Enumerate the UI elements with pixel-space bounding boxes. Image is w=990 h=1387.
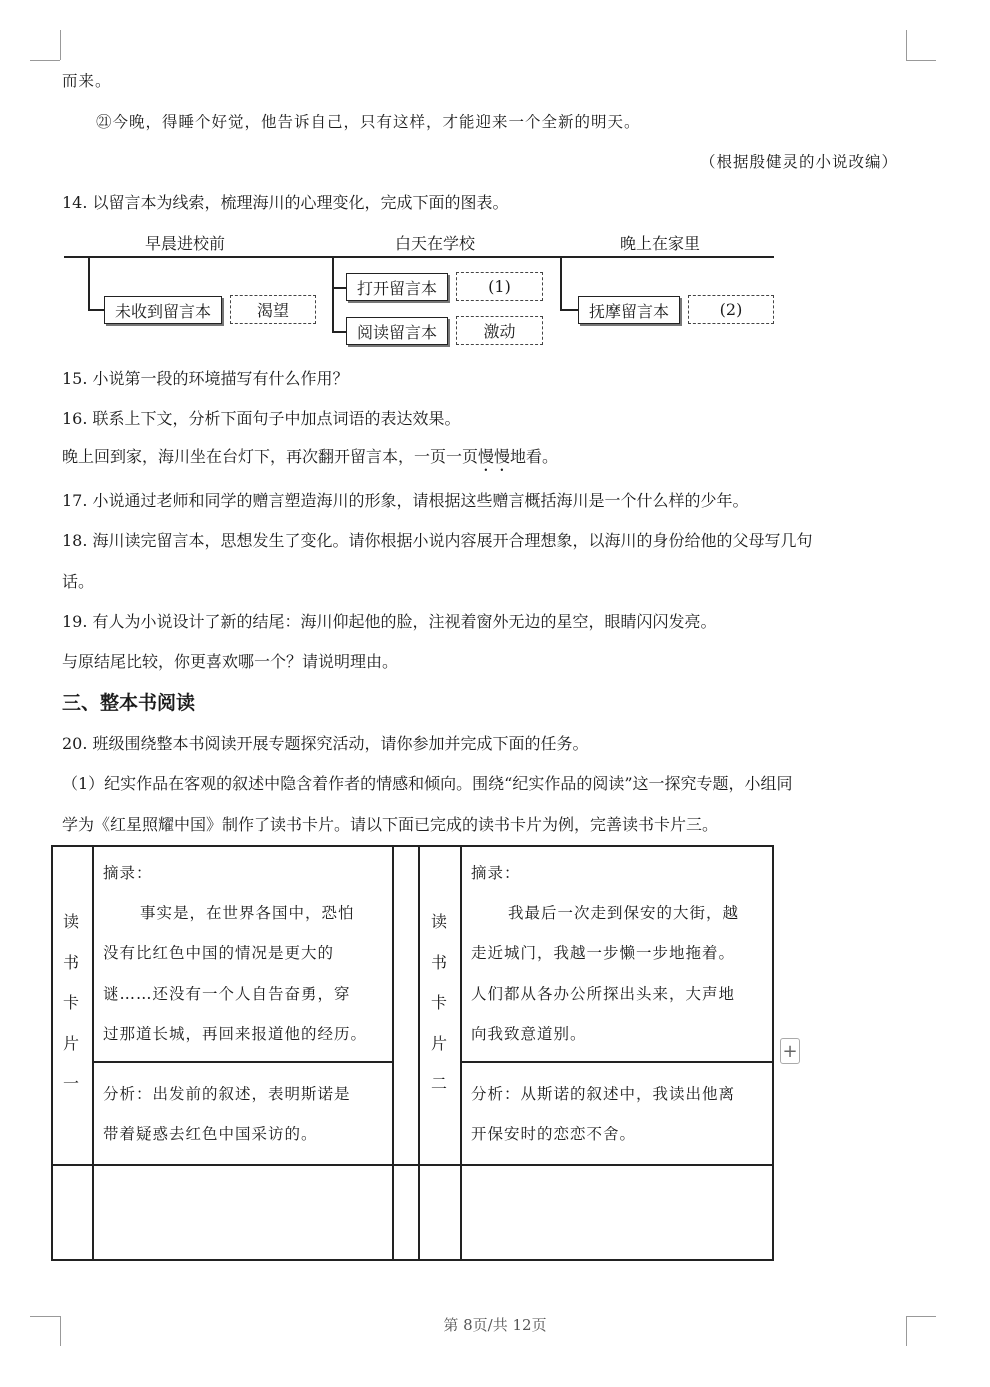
- story-line: 而来。: [62, 72, 112, 90]
- source-note: （根据殷健灵的小说改编）: [699, 153, 898, 171]
- box-stroke-book: 抚摩留言本: [578, 296, 680, 324]
- card-1-excerpt-title: 摘录：: [103, 864, 153, 882]
- crop-mark: [60, 30, 61, 60]
- branch-line: [88, 256, 90, 310]
- feeling-longing: 渴望: [230, 295, 316, 324]
- branch-line: [332, 287, 346, 289]
- crop-mark: [30, 60, 60, 61]
- box-not-received: 未收到留言本: [104, 296, 222, 324]
- card-4-excerpt-cell[interactable]: [462, 1166, 772, 1259]
- crop-mark: [906, 60, 936, 61]
- question-14: 14. 以留言本为线索，梳理海川的心理变化，完成下面的图表。: [62, 193, 509, 212]
- question-19-cont: 与原结尾比较，你更喜欢哪一个？请说明理由。: [62, 652, 399, 671]
- crop-mark: [906, 30, 907, 60]
- card-1-excerpt-line: 没有比红色中国的情况是更大的: [103, 944, 335, 962]
- question-19: 19. 有人为小说设计了新的结尾：海川仰起他的脸，注视着窗外无边的星空，眼睛闪闪发亮。: [62, 612, 717, 631]
- card-2-excerpt-title: 摘录：: [471, 864, 521, 882]
- blank-answer-2: (2): [688, 295, 774, 324]
- question-18-cont: 话。: [62, 572, 95, 591]
- stage-daytime: 白天在学校: [394, 234, 475, 253]
- card-3-excerpt-cell[interactable]: [94, 1166, 392, 1259]
- card-1-excerpt-line: 事实是，在世界各国中，恐怕: [140, 904, 355, 922]
- box-read-book: 阅读留言本: [346, 317, 448, 345]
- branch-line: [560, 309, 578, 311]
- card-2-excerpt-line: 走近城门，我越一步懒一步地拖着。: [471, 944, 736, 962]
- stage-evening: 晚上在家里: [619, 234, 700, 253]
- question-20-part1: （1）纪实作品在客观的叙述中隐含着作者的情感和倾向。围绕“纪实作品的阅读”这一探究专题，小组同: [62, 774, 793, 793]
- card-1-label: 读 书 卡 片 一: [62, 912, 79, 1093]
- question-20-part1-cont: 学为《红星照耀中国》制作了读书卡片。请以下面已完成的读书卡片为例，完善读书卡片三。: [62, 815, 719, 834]
- branch-line: [332, 331, 346, 333]
- card-4-label-cell[interactable]: [420, 1166, 460, 1259]
- blank-answer-1: (1): [456, 272, 543, 301]
- question-16: 16. 联系上下文，分析下面句子中加点词语的表达效果。: [62, 409, 461, 428]
- card-2-excerpt-line: 人们都从各办公所探出头来，大声地: [471, 985, 736, 1003]
- card-2-excerpt-line: 向我致意道别。: [471, 1025, 587, 1043]
- card-1-excerpt-line: 谜……还没有一个人自告奋勇，穿: [103, 985, 351, 1003]
- branch-line: [560, 256, 562, 310]
- card-1-analysis-line: 带着疑惑去红色中国采访的。: [103, 1125, 318, 1143]
- card-2-analysis-line: 开保安时的恋恋不舍。: [471, 1125, 637, 1143]
- section-heading: 三、整本书阅读: [62, 692, 196, 714]
- sentence-text: 晚上回到家，海川坐在台灯下，再次翻开留言本，一页一页: [62, 447, 479, 466]
- card-2-analysis-line: 分析：从斯诺的叙述中，我读出他离: [471, 1085, 736, 1103]
- card-1-analysis-line: 分析：出发前的叙述，表明斯诺是: [103, 1085, 351, 1103]
- card-2-excerpt-line: 我最后一次走到保安的大街，越: [508, 904, 740, 922]
- dotted-word: 慢慢: [478, 447, 511, 466]
- feeling-excited: 激动: [456, 316, 543, 345]
- stage-morning: 早晨进校前: [144, 234, 225, 253]
- branch-line: [332, 256, 334, 332]
- card-2-label: 读 书 卡 片 二: [430, 912, 447, 1093]
- card-3-label-cell[interactable]: [52, 1166, 92, 1259]
- timeline-line: [64, 256, 774, 258]
- page-footer: 第 8页/共 12页: [443, 1316, 547, 1334]
- branch-line: [88, 309, 104, 311]
- question-15: 15. 小说第一段的环境描写有什么作用？: [62, 369, 349, 388]
- question-18: 18. 海川读完留言本，思想发生了变化。请你根据小说内容展开合理想象，以海川的身份给他的父母写几句: [62, 531, 813, 550]
- sentence-text: 地看。: [510, 447, 559, 466]
- add-row-button[interactable]: +: [780, 1038, 800, 1064]
- question-20: 20. 班级围绕整本书阅读开展专题探究活动，请你参加并完成下面的任务。: [62, 734, 589, 753]
- box-open-book: 打开留言本: [346, 273, 448, 301]
- question-16-sentence: [62, 446, 558, 475]
- question-17: 17. 小说通过老师和同学的赠言塑造海川的形象，请根据这些赠言概括海川是一个什么样的少年。: [62, 491, 749, 510]
- story-paragraph-21: ㉑今晚，得睡个好觉，他告诉自己，只有这样，才能迎来一个全新的明天。: [96, 113, 641, 131]
- card-1-excerpt-line: 过那道长城，再回来报道他的经历。: [103, 1025, 368, 1043]
